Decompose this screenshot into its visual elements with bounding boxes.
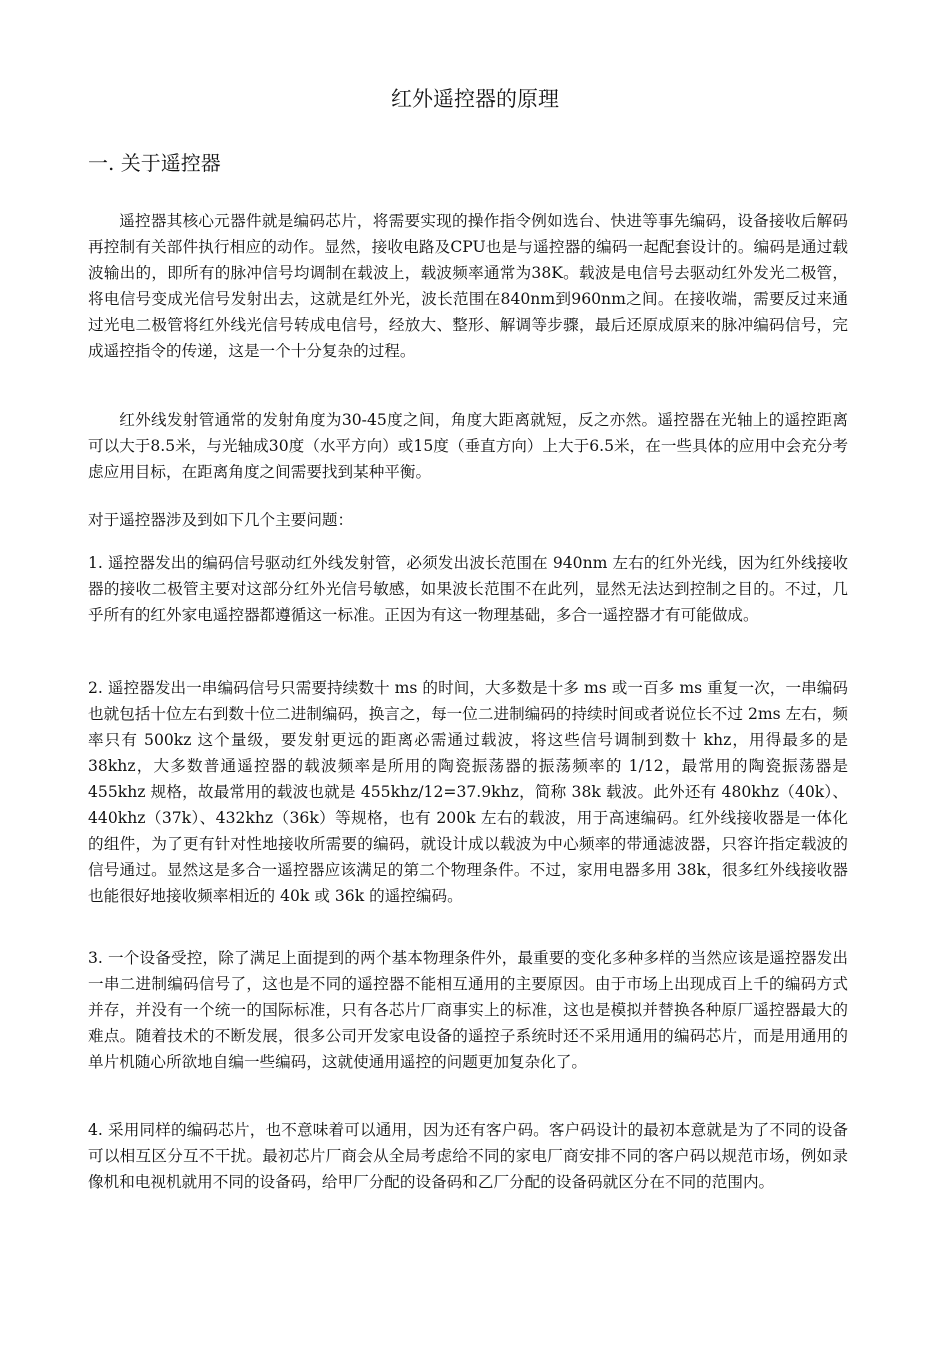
document-title: 红外遥控器的原理	[391, 87, 559, 111]
paragraph-encoding-chip: 遥控器其核心元器件就是编码芯片，将需要实现的操作指令例如选台、快进等事先编码，设备接收后解码再控制有关部件执行相应的动作。显然，接收电路及CPU也是与遥控器的编码一起配套设计的。编码是通过载波输出的，即所有的脉冲信号均调制在载波上，载波频率通常为38K。载波是电信号去驱动红外发光二极管，将电信号变成光信号发射出去，这就是红外光，波长范围在840nm到960nm之间。在接收端，需要反过来通过光电二极管将红外线光信号转成电信号，经放大、整形、解调等步骤，最后还原成原来的脉冲编码信号，完成遥控指令的传递，这是一个十分复杂的过程。	[88, 212, 848, 360]
list-item-carrier: 2. 遥控器发出一串编码信号只需要持续数十 ms 的时间，大多数是十多 ms 或一百多 ms 重复一次，一串编码也就包括十位左右到数十位二进制编码，换言之，每一位二进制编码的持续时间或者说位长不过 2ms 左右，频率只有 500kz 这个量级，要发射更远的距离必需通过载波，将这些信号调制到数十 khz，用得最多的是 38khz，大多数普通遥控器的载波频率是所用的陶瓷振荡器的振荡频率的 1/12，最常用的陶瓷振荡器是 455khz 规格，故最常用的载波也就是 455khz/12=37.9khz，简称 38k 载波。此外还有 480khz（40k）、440khz（37k）、432khz（36k）等规格，也有 200k 左右的载波，用于高速编码。红外线接收器是一体化的组件，为了更有针对性地接收所需要的编码，就设计成以载波为中心频率的带通滤波器，只容许指定载波的信号通过。显然这是多合一遥控器应该满足的第二个物理条件。不过，家用电器多用 38k，很多红外线接收器也能很好地接收频率相近的 40k 或 36k 的遥控编码。	[88, 679, 848, 905]
list-item-encoding: 3. 一个设备受控，除了满足上面提到的两个基本物理条件外，最重要的变化多种多样的当然应该是遥控器发出一串二进制编码信号了，这也是不同的遥控器不能相互通用的主要原因。由于市场上出现成百上千的编码方式并存，并没有一个统一的国际标准，只有各芯片厂商事实上的标准，这也是模拟并替换各种原厂遥控器最大的难点。随着技术的不断发展，很多公司开发家电设备的遥控子系统时还不采用通用的编码芯片，而是用通用的单片机随心所欲地自编一些编码，这就使通用遥控的问题更加复杂化了。	[88, 949, 848, 1071]
paragraph-issues-intro: 对于遥控器涉及到如下几个主要问题：	[88, 511, 354, 529]
section-heading: 一. 关于遥控器	[88, 151, 221, 175]
paragraph-emission-angle: 红外线发射管通常的发射角度为30-45度之间，角度大距离就短，反之亦然。遥控器在光轴上的遥控距离可以大于8.5米，与光轴成30度（水平方向）或15度（垂直方向）上大于6.5米，在一些具体的应用中会充分考虑应用目标，在距离角度之间需要找到某种平衡。	[88, 411, 848, 481]
list-item-customer-code: 4. 采用同样的编码芯片，也不意味着可以通用，因为还有客户码。客户码设计的最初本意就是为了不同的设备可以相互区分互不干扰。最初芯片厂商会从全局考虑给不同的家电厂商安排不同的客户码以规范市场，例如录像机和电视机就用不同的设备码，给甲厂分配的设备码和乙厂分配的设备码就区分在不同的范围内。	[88, 1121, 848, 1191]
list-item-wavelength: 1. 遥控器发出的编码信号驱动红外线发射管，必须发出波长范围在 940nm 左右的红外光线，因为红外线接收器的接收二极管主要对这部分红外光信号敏感，如果波长范围不在此列，显然无法达到控制之目的。不过，几乎所有的红外家电遥控器都遵循这一标准。正因为有这一物理基础，多合一遥控器才有可能做成。	[88, 554, 848, 624]
